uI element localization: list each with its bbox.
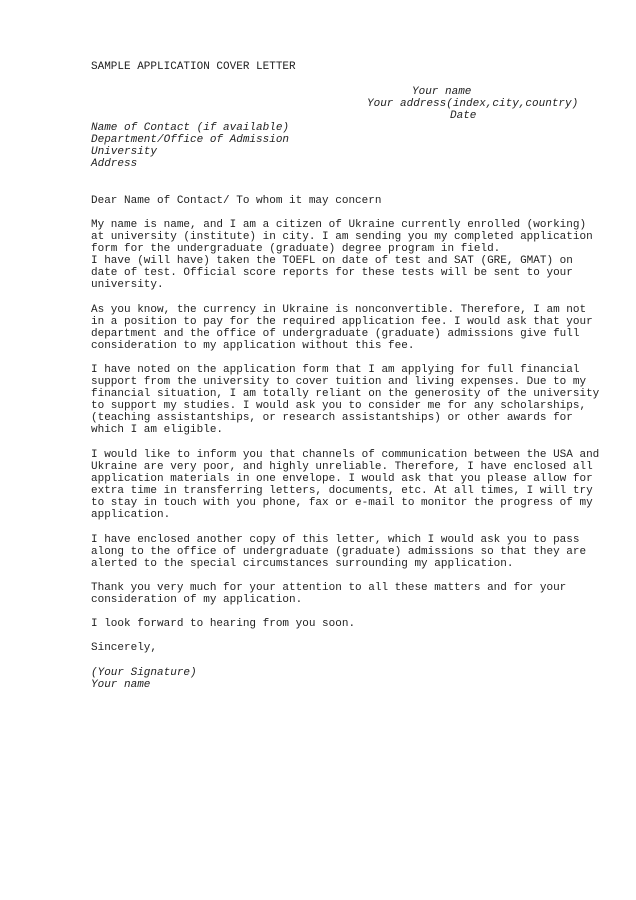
recipient-department: Department/Office of Admission [91, 134, 290, 146]
paragraph-thanks: Thank you very much for your attention to all these matters and for your consideration of my application. [91, 582, 567, 606]
salutation: Dear Name of Contact/ To whom it may concern [91, 195, 382, 207]
paragraph-closing-remark: I look forward to hearing from you soon. [91, 618, 356, 630]
paragraph-introduction: My name is name, and I am a citizen of Ukraine currently enrolled (working) at university (institute) in city. I am sending you my completed application form for the undergraduate (graduate) degree program in field. I have (will have) taken the TOEFL on date of test and SAT (GRE, GMAT) on date of test. Official score reports for these tests will be sent to your university. [91, 219, 593, 291]
signature: (Your Signature) [91, 667, 197, 679]
paragraph-fee: As you know, the currency in Ukraine is nonconvertible. Therefore, I am not in a position to pay for the required application fee. I would ask that your department and the office of undergraduate (graduate) admissions give full consideration to my application without this fee. [91, 304, 593, 352]
paragraph-enclosed-copy: I have enclosed another copy of this letter, which I would ask you to pass along to the office of undergraduate (graduate) admissions so that they are alerted to the special circumstances surrounding my application. [91, 534, 587, 570]
sender-address: Your address(index,city,country) [367, 98, 579, 110]
recipient-address: Address [91, 158, 138, 170]
paragraph-communication: I would like to inform you that channels of communication between the USA and Ukraine are very poor, and highly unreliable. Therefore, I have enclosed all application materials in one envelope. I would ask that you please allow for extra time in transferring letters, documents, etc. At all times, I will try to stay in touch with you phone, fax or e-mail to monitor the progress of my application. [91, 449, 600, 521]
signature-name: Your name [91, 679, 151, 691]
paragraph-financial-support: I have noted on the application form that I am applying for full financial support from the university to cover tuition and living expenses. Due to my financial situation, I am totally reliant on the generosity of the university to support my studies. I would ask you to consider me for any scholarships, (teaching assistantships, or research assistantships) or other awards for which I am eligible. [91, 364, 600, 436]
letter-title: SAMPLE APPLICATION COVER LETTER [91, 61, 296, 73]
sender-date: Date [450, 110, 477, 122]
recipient-university: University [91, 146, 158, 158]
recipient-contact: Name of Contact (if available) [91, 122, 290, 134]
closing: Sincerely, [91, 642, 158, 654]
sender-name: Your name [412, 86, 472, 98]
